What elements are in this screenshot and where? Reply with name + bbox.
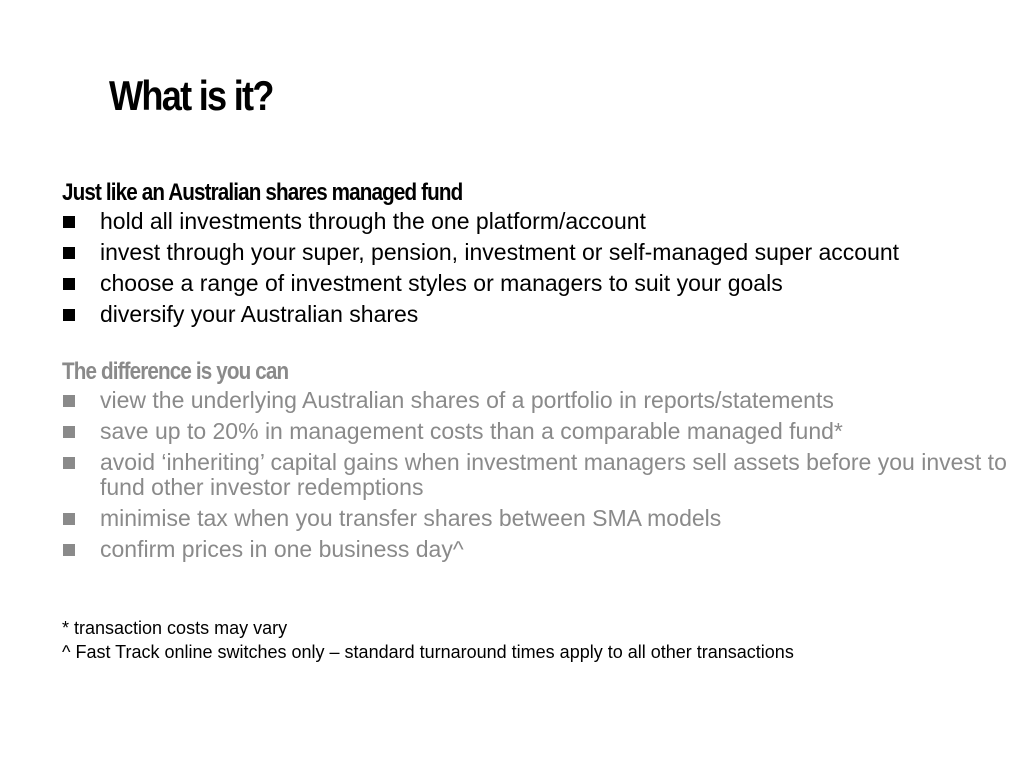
list-item-text: hold all investments through the one platform/account: [100, 208, 646, 234]
list-item-text: confirm prices in one business day^: [100, 536, 464, 562]
footnote-fast-track: ^ Fast Track online switches only – standard turnaround times apply to all other transactions: [62, 642, 794, 662]
list-item: [62, 419, 1012, 444]
list-item: [62, 506, 1012, 531]
list-item-text: view the underlying Australian shares of a portfolio in reports/statements: [100, 387, 834, 413]
footnote-transaction-costs: * transaction costs may vary: [62, 618, 288, 638]
list-item: [62, 537, 1012, 562]
square-bullet-icon: [63, 309, 75, 321]
list-item-text: avoid ‘inheriting’ capital gains when investment managers sell assets before you invest to fund other investor redemptions: [100, 449, 1007, 500]
list-item: [62, 450, 1012, 500]
section-managed-fund: [62, 179, 1012, 333]
list-item: [62, 302, 1012, 327]
section-difference: [62, 358, 1012, 568]
list-item-text: diversify your Australian shares: [100, 301, 419, 327]
list-item: [62, 271, 1012, 296]
square-bullet-icon: [63, 216, 75, 228]
list-item: [62, 209, 1012, 234]
square-bullet-icon: [63, 247, 75, 259]
bullet-list: [62, 388, 1012, 562]
square-bullet-icon: [63, 426, 75, 438]
list-item-text: invest through your super, pension, investment or self-managed super account: [100, 239, 900, 265]
bullet-list: [62, 209, 1012, 327]
footnotes: [62, 616, 794, 664]
list-item: [62, 240, 1012, 265]
square-bullet-icon: [63, 513, 75, 525]
square-bullet-icon: [63, 278, 75, 290]
square-bullet-icon: [63, 544, 75, 556]
list-item: [62, 388, 1012, 413]
square-bullet-icon: [63, 457, 75, 469]
list-item-text: save up to 20% in management costs than a comparable managed fund*: [100, 418, 843, 444]
square-bullet-icon: [63, 395, 75, 407]
section-heading: Just like an Australian shares managed fund: [62, 179, 463, 206]
section-heading: The difference is you can: [62, 358, 289, 385]
list-item-text: minimise tax when you transfer shares between SMA models: [100, 505, 722, 531]
page-title: What is it?: [109, 72, 273, 119]
list-item-text: choose a range of investment styles or managers to suit your goals: [100, 270, 783, 296]
